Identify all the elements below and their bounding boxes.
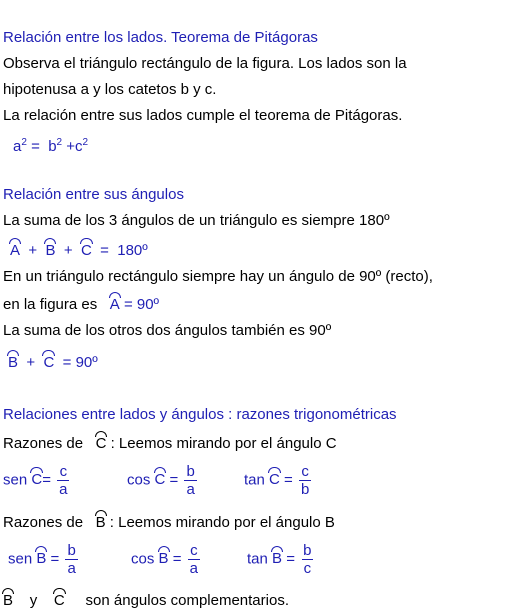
paragraph-line: La relación entre sus lados cumple el teorema de Pitágoras.	[3, 107, 403, 124]
razones-C-line	[3, 435, 337, 453]
denominator: a	[67, 560, 76, 577]
fraction	[299, 463, 311, 498]
tan-C-ratio	[244, 463, 313, 498]
equals-sign: =	[284, 471, 293, 489]
numerator: b	[186, 463, 195, 480]
numerator: c	[59, 463, 68, 480]
fraction	[188, 542, 200, 577]
right-angle-value: = 90º	[123, 296, 160, 313]
denominator: a	[59, 481, 68, 498]
angle-B: B	[3, 592, 14, 609]
tan-label: tan	[244, 471, 265, 489]
angle-B: B	[272, 550, 283, 568]
denominator: a	[186, 481, 195, 498]
numerator: b	[67, 542, 76, 559]
razones-B-line	[3, 514, 335, 532]
cos-B-ratio	[131, 542, 202, 577]
cos-label: cos	[131, 550, 155, 568]
angle-B: B	[36, 550, 47, 568]
angle-C: C	[95, 435, 107, 452]
fraction	[184, 463, 196, 498]
denominator: a	[189, 560, 198, 577]
equals-sign: =	[50, 550, 60, 568]
razones-description: : Leemos mirando por el ángulo C	[110, 435, 337, 452]
cos-C-ratio	[127, 463, 199, 498]
right-angle-formula	[110, 296, 159, 313]
angle-total: 180º	[117, 242, 148, 259]
angle-B: B	[45, 242, 56, 259]
complementary-line	[3, 592, 289, 610]
angle-C: C	[53, 592, 65, 609]
formula-equals: =	[31, 138, 40, 155]
formula-c: c	[75, 138, 83, 155]
formula-plus: +	[66, 138, 76, 155]
section-heading-pitagoras: Relación entre los lados. Teorema de Pitágoras	[3, 29, 318, 46]
exponent: 2	[56, 137, 63, 148]
angle-A: A	[109, 296, 120, 313]
complementary-text: son ángulos complementarios.	[85, 592, 289, 609]
cos-label: cos	[127, 471, 151, 489]
equals-sign: =	[42, 471, 51, 489]
figure-text: en la figura es	[3, 296, 98, 313]
fraction	[301, 542, 313, 577]
angle-B: B	[158, 550, 169, 568]
paragraph-line-figure	[3, 296, 159, 314]
angle-sum-formula	[10, 242, 148, 260]
formula-b: b	[48, 138, 57, 155]
paragraph-line: hipotenusa a y los catetos b y c.	[3, 81, 217, 98]
numerator: b	[303, 542, 312, 559]
angle-C: C	[31, 471, 43, 489]
plus-sign: +	[28, 242, 38, 259]
pythagoras-formula	[13, 134, 88, 156]
angle-B: B	[8, 354, 19, 371]
plus-sign: +	[26, 354, 36, 371]
angle-C: C	[80, 242, 92, 259]
numerator: c	[190, 542, 198, 559]
paragraph-line: Observa el triángulo rectángulo de la figura. Los lados son la	[3, 55, 407, 72]
equals-sign: =	[286, 550, 295, 568]
denominator: c	[303, 560, 312, 577]
section-heading-razones: Relaciones entre lados y ángulos : razones trigonométricas	[3, 406, 397, 423]
complementary-sum-formula	[8, 354, 98, 372]
equals-sign: =	[169, 471, 179, 489]
fraction	[65, 542, 77, 577]
sum-value: = 90º	[62, 354, 98, 371]
exponent: 2	[82, 137, 89, 148]
razones-label: Razones de	[3, 514, 84, 531]
equals-sign: =	[172, 550, 182, 568]
sen-label: sen	[3, 471, 28, 489]
paragraph-line: En un triángulo rectángulo siempre hay un ángulo de 90º (recto),	[3, 268, 433, 285]
paragraph-line: La suma de los 3 ángulos de un triángulo es siempre 180º	[3, 212, 390, 229]
sen-label: sen	[8, 550, 33, 568]
denominator: b	[300, 481, 310, 498]
angle-B: B	[95, 514, 106, 531]
tan-B-ratio	[247, 542, 316, 577]
angle-C: C	[43, 354, 55, 371]
sen-B-ratio	[8, 542, 80, 577]
angle-C: C	[269, 471, 280, 489]
angle-C: C	[154, 471, 166, 489]
sen-C-ratio	[3, 463, 71, 498]
razones-description: : Leemos mirando por el ángulo B	[109, 514, 335, 531]
equals-sign: =	[100, 242, 109, 259]
formula-a: a	[13, 138, 22, 155]
exponent: 2	[21, 137, 27, 148]
razones-label: Razones de	[3, 435, 84, 452]
numerator: c	[301, 463, 309, 480]
paragraph-line: La suma de los otros dos ángulos también es 90º	[3, 322, 332, 339]
tan-label: tan	[247, 550, 268, 568]
angle-A: A	[10, 242, 21, 259]
conjunction: y	[29, 592, 38, 609]
section-heading-angulos: Relación entre sus ángulos	[3, 186, 184, 203]
plus-sign: +	[63, 242, 73, 259]
fraction	[57, 463, 69, 498]
